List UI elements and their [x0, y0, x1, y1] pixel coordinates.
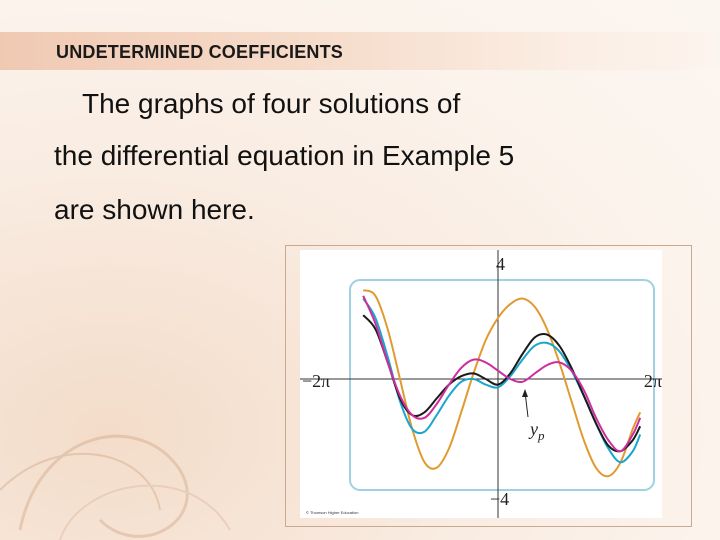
slide-title: UNDETERMINED COEFFICIENTS — [56, 42, 344, 62]
y-tick-label-bottom: −4 — [490, 489, 510, 509]
yp-annotation-main: y — [530, 419, 538, 439]
yp-annotation-sub: p — [538, 428, 545, 443]
yp-arrowhead — [522, 389, 528, 397]
decorative-swirl — [0, 230, 300, 540]
series-line-2 — [363, 299, 640, 463]
copyright-credit: © Thomson Higher Education — [306, 510, 359, 515]
x-tick-label-right: 2π — [643, 371, 662, 391]
solutions-chart — [300, 250, 662, 518]
yp-annotation — [528, 419, 545, 443]
y-tick-label-top: 4 — [496, 254, 505, 274]
body-line-3: are shown here. — [54, 194, 255, 225]
x-tick-label-left: −2π — [302, 371, 331, 391]
body-line-2: the differential equation in Example 5 — [54, 140, 515, 171]
series-line-3 — [363, 315, 640, 451]
body-line-1: The graphs of four solutions of — [82, 88, 461, 119]
